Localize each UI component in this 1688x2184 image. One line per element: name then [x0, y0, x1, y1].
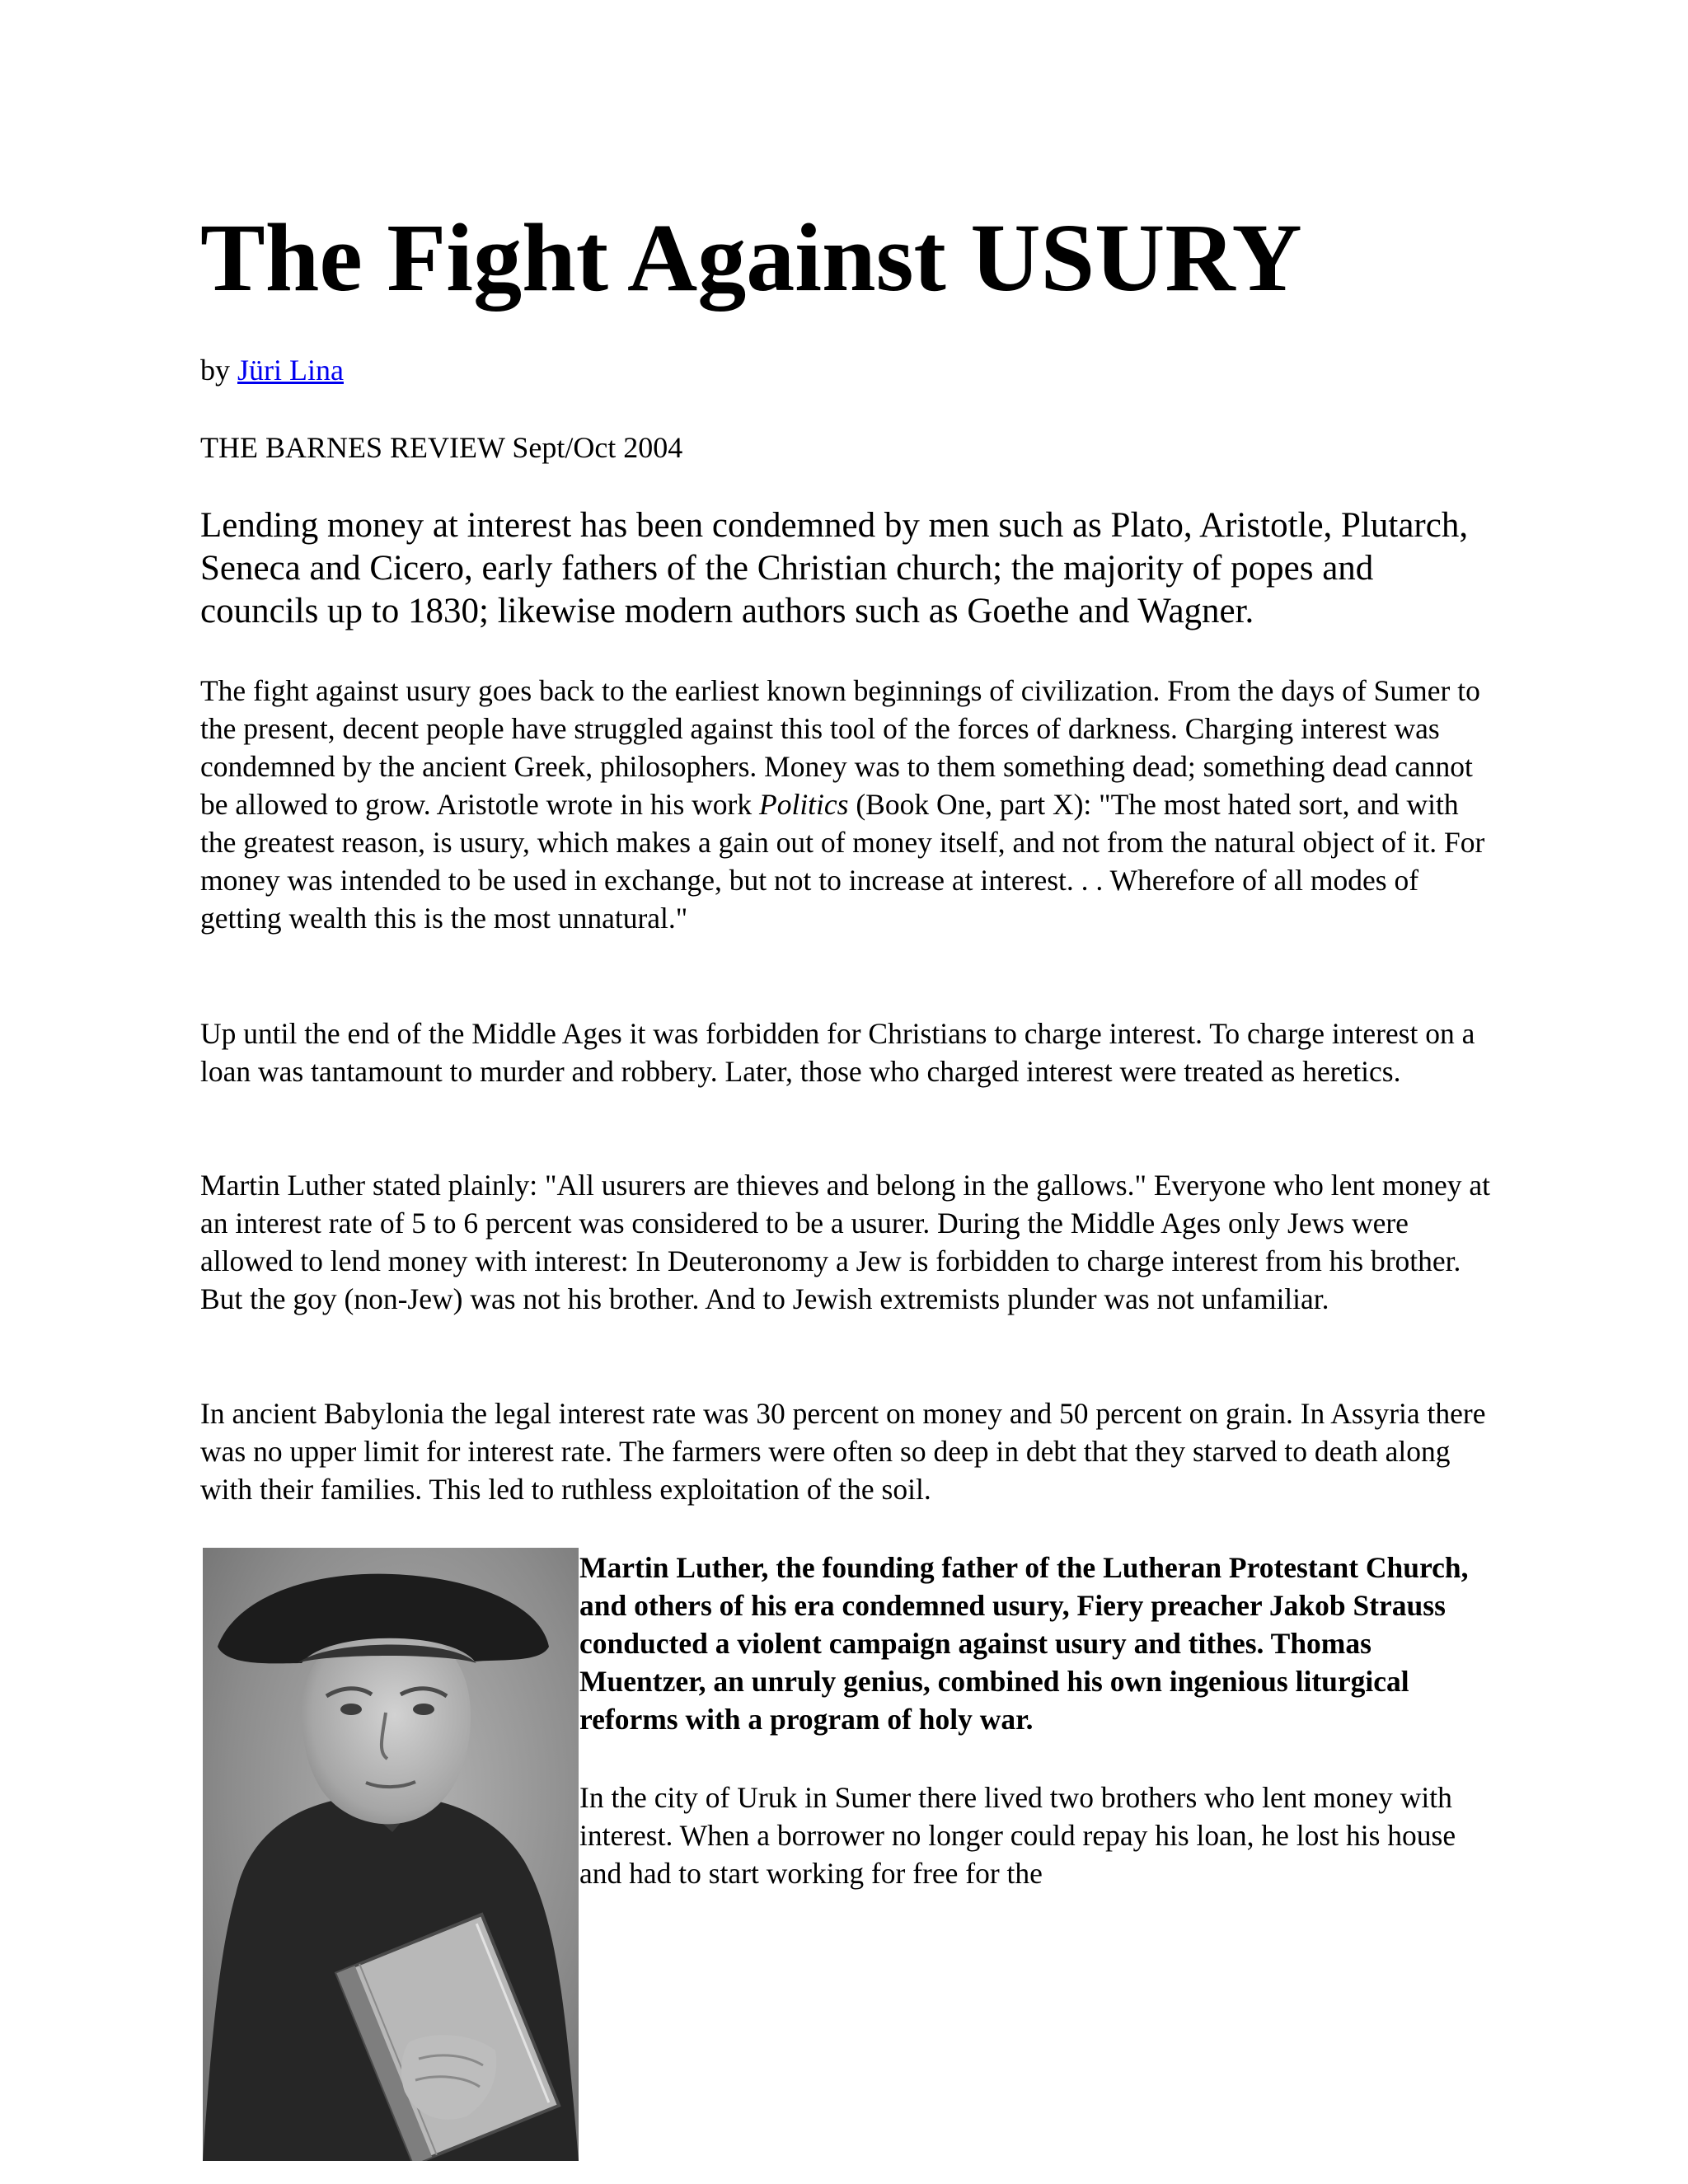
paragraph-2: Up until the end of the Middle Ages it was forbidden for Christians to charge interest. To charge interest on a loan was tantamount to murder and robbery. Later, those who charged interest were treated as heretics. — [200, 1017, 1475, 1088]
author-link[interactable]: Jüri Lina — [237, 354, 344, 387]
paragraph-4: In ancient Babylonia the legal interest rate was 30 percent on money and 50 percent on grain. In Assyria there was no upper limit for interest rate. The farmers were often so deep in debt that they starved to death along with their families. This led to ruthless exploitation of the soil. — [200, 1397, 1486, 1506]
paragraph-5: In the city of Uruk in Sumer there lived two brothers who lent money with interest. When a borrower no longer could repay his loan, he lost his house and had to start working for free for the — [579, 1781, 1456, 1890]
martin-luther-portrait — [203, 1548, 579, 2161]
article-title: The Fight Against USURY — [200, 204, 1302, 312]
byline — [200, 351, 344, 389]
byline-prefix: by — [200, 354, 230, 387]
paragraph-1-text-a: The fight against usury goes back to the earliest known beginnings of civilization. From the days of Sumer to the present, decent people have struggled against this tool of the forces of darkness. Charging interest was condemned by the ancient Greek, philosophers. Money was to them something dead; something dead cannot be allowed to grow. Aristotle wrote in his work — [200, 674, 1480, 821]
paragraph-1 — [200, 672, 1494, 937]
publication-source: THE BARNES REVIEW Sept/Oct 2004 — [200, 431, 683, 464]
lead-paragraph: Lending money at interest has been condemned by men such as Plato, Aristotle, Plutarch, Seneca and Cicero, early fathers of the Christian church; the majority of popes and councils up to 1830; likewise modern authors such as Goethe and Wagner. — [200, 506, 1469, 630]
paragraph-3: Martin Luther stated plainly: "All usurers are thieves and belong in the gallows." Everyone who lent money at an interest rate of 5 to 6 percent was considered to be a usurer. During the Middle Ages only Jews were allowed to lend money with interest: In Deuteronomy a Jew is forbidden to charge interest from his brother. But the goy (non-Jew) was not his brother. And to Jewish extremists plunder was not unfamiliar. — [200, 1169, 1490, 1315]
paragraph-1-text-b: (Book One, part X): "The most hated sort, and with the greatest reason, is usury, which makes a gain out of money itself, and not from the natural object of it. For money was intended to be used in exchange, but not to increase at interest. . . Wherefore of all modes of getting wealth this is the most unnatural." — [200, 788, 1485, 935]
portrait-illustration — [203, 1548, 579, 2161]
politics-title: Politics — [759, 788, 849, 821]
image-caption: Martin Luther, the founding father of the Lutheran Protestant Church, and others of his era condemned usury, Fiery preacher Jakob Strauss conducted a violent campaign against usury and tithes. Thomas Muentzer, an unruly genius, combined his own ingenious liturgical reforms with a program of holy war. — [579, 1551, 1469, 1736]
